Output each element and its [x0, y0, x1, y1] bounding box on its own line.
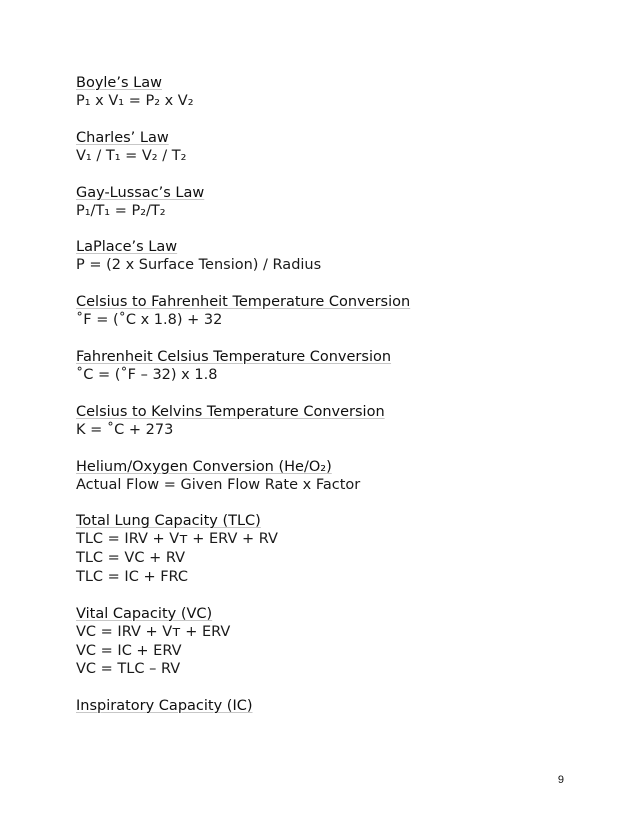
formula-line: Actual Flow = Given Flow Rate x Factor	[76, 476, 361, 493]
formula-line: VC = IC + ERV	[76, 642, 182, 659]
section-vital-capacity	[76, 605, 576, 679]
formula-list	[76, 74, 576, 733]
section-celsius-to-kelvins	[76, 403, 576, 440]
section-total-lung-capacity	[76, 512, 576, 586]
page-number: 9	[557, 774, 564, 786]
section-charles-law	[76, 129, 576, 166]
section-heading: Gay-Lussac’s Law	[76, 184, 205, 201]
formula-line: TLC = VC + RV	[76, 550, 186, 567]
section-heading: Fahrenheit Celsius Temperature Conversion	[76, 348, 392, 365]
section-heading: Helium/Oxygen Conversion (He/O₂)	[76, 458, 332, 475]
formula-line: V₁ / T₁ = V₂ / T₂	[76, 147, 187, 164]
section-heading: Total Lung Capacity (TLC)	[76, 513, 261, 530]
formula-line: ˚F = (˚C x 1.8) + 32	[76, 312, 223, 329]
formula-line: ˚C = (˚F – 32) x 1.8	[76, 366, 218, 383]
formula-line: VC = TLC – RV	[76, 661, 181, 678]
section-inspiratory-capacity	[76, 697, 576, 715]
section-boyles-law	[76, 74, 576, 111]
section-laplaces-law	[76, 238, 576, 275]
section-heading: Charles’ Law	[76, 129, 169, 146]
section-helium-oxygen-conversion	[76, 458, 576, 495]
formula-line: K = ˚C + 273	[76, 421, 174, 438]
section-celsius-to-fahrenheit	[76, 293, 576, 330]
formula-line: P₁/T₁ = P₂/T₂	[76, 202, 166, 219]
section-heading: Celsius to Fahrenheit Temperature Conversion	[76, 294, 411, 311]
section-heading: Boyle’s Law	[76, 75, 162, 91]
section-gay-lussacs-law	[76, 184, 576, 221]
section-heading: Inspiratory Capacity (IC)	[76, 698, 253, 715]
section-heading: Vital Capacity (VC)	[76, 605, 213, 622]
formula-line: VC = IRV + Vᴛ + ERV	[76, 623, 231, 640]
section-heading: LaPlace’s Law	[76, 239, 178, 256]
formula-line: TLC = IRV + Vᴛ + ERV + RV	[76, 531, 278, 548]
section-fahrenheit-celsius	[76, 348, 576, 385]
formula-line: P = (2 x Surface Tension) / Radius	[76, 257, 322, 274]
formula-line: P₁ x V₁ = P₂ x V₂	[76, 93, 194, 109]
section-heading: Celsius to Kelvins Temperature Conversion	[76, 403, 385, 420]
formula-line: TLC = IC + FRC	[76, 568, 189, 585]
